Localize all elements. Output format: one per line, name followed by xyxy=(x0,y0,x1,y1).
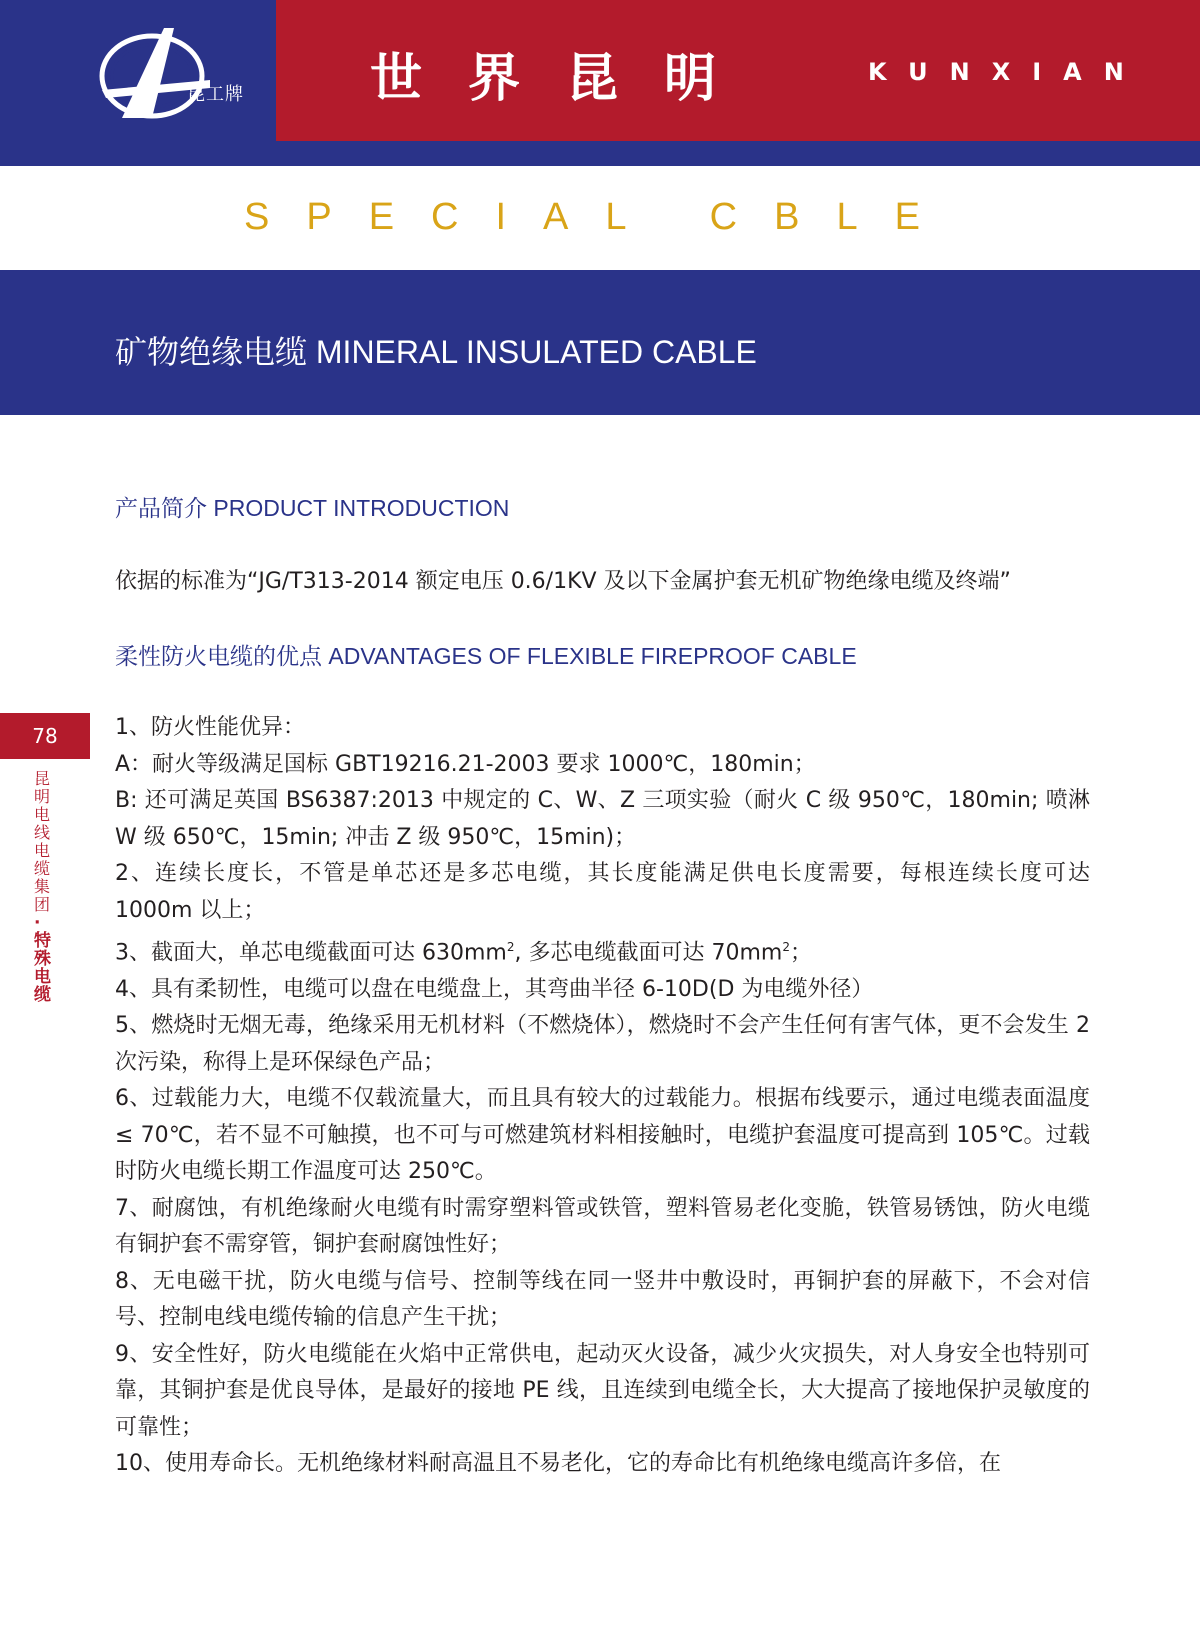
brand-name: 昆工牌 xyxy=(187,84,244,105)
side-label-company: 昆明电线电缆集团 xyxy=(34,769,51,914)
intro-heading: 产品简介 PRODUCT INTRODUCTION xyxy=(115,495,510,521)
list-item: 8、无电磁干扰，防火电缆与信号、控制等线在同一竖井中敷设时，再铜护套的屏蔽下，不会对信号、控制电线电缆传输的信息产生干扰； xyxy=(115,1268,1090,1331)
list-item: 6、过载能力大，电缆不仅载流量大，而且具有较大的过载能力。根据布线要示，通过电缆表面温度≤ 70℃，若不显不可触摸，也不可与可燃建筑材料相接触时，电缆护套温度可提高到 105℃。过载时防火电缆长期工作温度可达 250℃。 xyxy=(115,1086,1090,1185)
logo-panel xyxy=(0,0,276,141)
list-item: 10、使用寿命长。无机绝缘材料耐高温且不易老化，它的寿命比有机绝缘电缆高许多倍，在 xyxy=(115,1451,1001,1477)
side-label-dot: · xyxy=(34,913,41,933)
side-label xyxy=(34,770,54,1004)
header xyxy=(0,0,1200,166)
brand-logo xyxy=(92,18,212,128)
item3-part-c: ； xyxy=(789,940,812,966)
list-item: 7、耐腐蚀，有机绝缘耐火电缆有时需穿塑料管或铁管，塑料管易老化变脆，铁管易锈蚀，防火电缆有铜护套不需穿管，铜护套耐腐蚀性好； xyxy=(115,1195,1090,1258)
item3-part-b: , 多芯电缆截面可达 70mm xyxy=(514,940,783,966)
list-item: 2、连续长度长，不管是单芯还是多芯电缆，其长度能满足供电长度需要，每根连续长度可达 1000m 以上； xyxy=(115,861,1090,923)
side-label-category: 特殊电缆 xyxy=(34,931,51,1005)
page-number: 78 xyxy=(0,713,90,759)
list-item: 9、安全性好，防火电缆能在火焰中正常供电，起动灭火设备，减少火灾损失，对人身安全也特别可靠，其铜护套是优良导体，是最好的接地 PE 线，且连续到电缆全长，大大提高了接地保护灵敏度的可靠性； xyxy=(115,1341,1090,1440)
advantages-list xyxy=(115,710,1090,1483)
superscript-2: 2 xyxy=(506,940,515,954)
item3-part-a: 3、截面大，单芯电缆截面可达 630mm xyxy=(115,940,507,966)
divider-strip xyxy=(0,141,1200,166)
list-item: B: 还可满足英国 BS6387:2013 中规定的 C、W、Z 三项实验（耐火 C 级 950℃，180min; 喷淋 W 级 650℃，15min; 冲击 Z 级 950℃，15min)； xyxy=(115,788,1090,850)
list-item: 4、具有柔韧性，电缆可以盘在电缆盘上，其弯曲半径 6-10D(D 为电缆外径） xyxy=(115,976,874,1002)
list-item xyxy=(115,929,1090,972)
superscript-2: 2 xyxy=(782,940,790,954)
list-item: 5、燃烧时无烟无毒，绝缘采用无机材料（不燃烧体），燃烧时不会产生任何有害气体，更不会发生 2 次污染，称得上是环保绿色产品； xyxy=(115,1013,1090,1075)
main-title: 世界昆明 xyxy=(370,49,763,109)
section-title: 矿物绝缘电缆 MINERAL INSULATED CABLE xyxy=(115,334,757,370)
special-cable-label: SPECIAL CBLE xyxy=(244,196,957,238)
standard-text: 依据的标准为“JG/T313-2014 额定电压 0.6/1KV 及以下金属护套无机矿物绝缘电缆及终端” xyxy=(115,569,1011,594)
english-brand: KUNXIAN xyxy=(868,58,1146,86)
advantages-heading: 柔性防火电缆的优点 ADVANTAGES OF FLEXIBLE FIREPROOF CABLE xyxy=(115,643,857,669)
list-item: 1、防火性能优异： xyxy=(115,715,305,740)
list-item: A：耐火等级满足国标 GBT19216.21-2003 要求 1000℃，180min； xyxy=(115,751,816,777)
